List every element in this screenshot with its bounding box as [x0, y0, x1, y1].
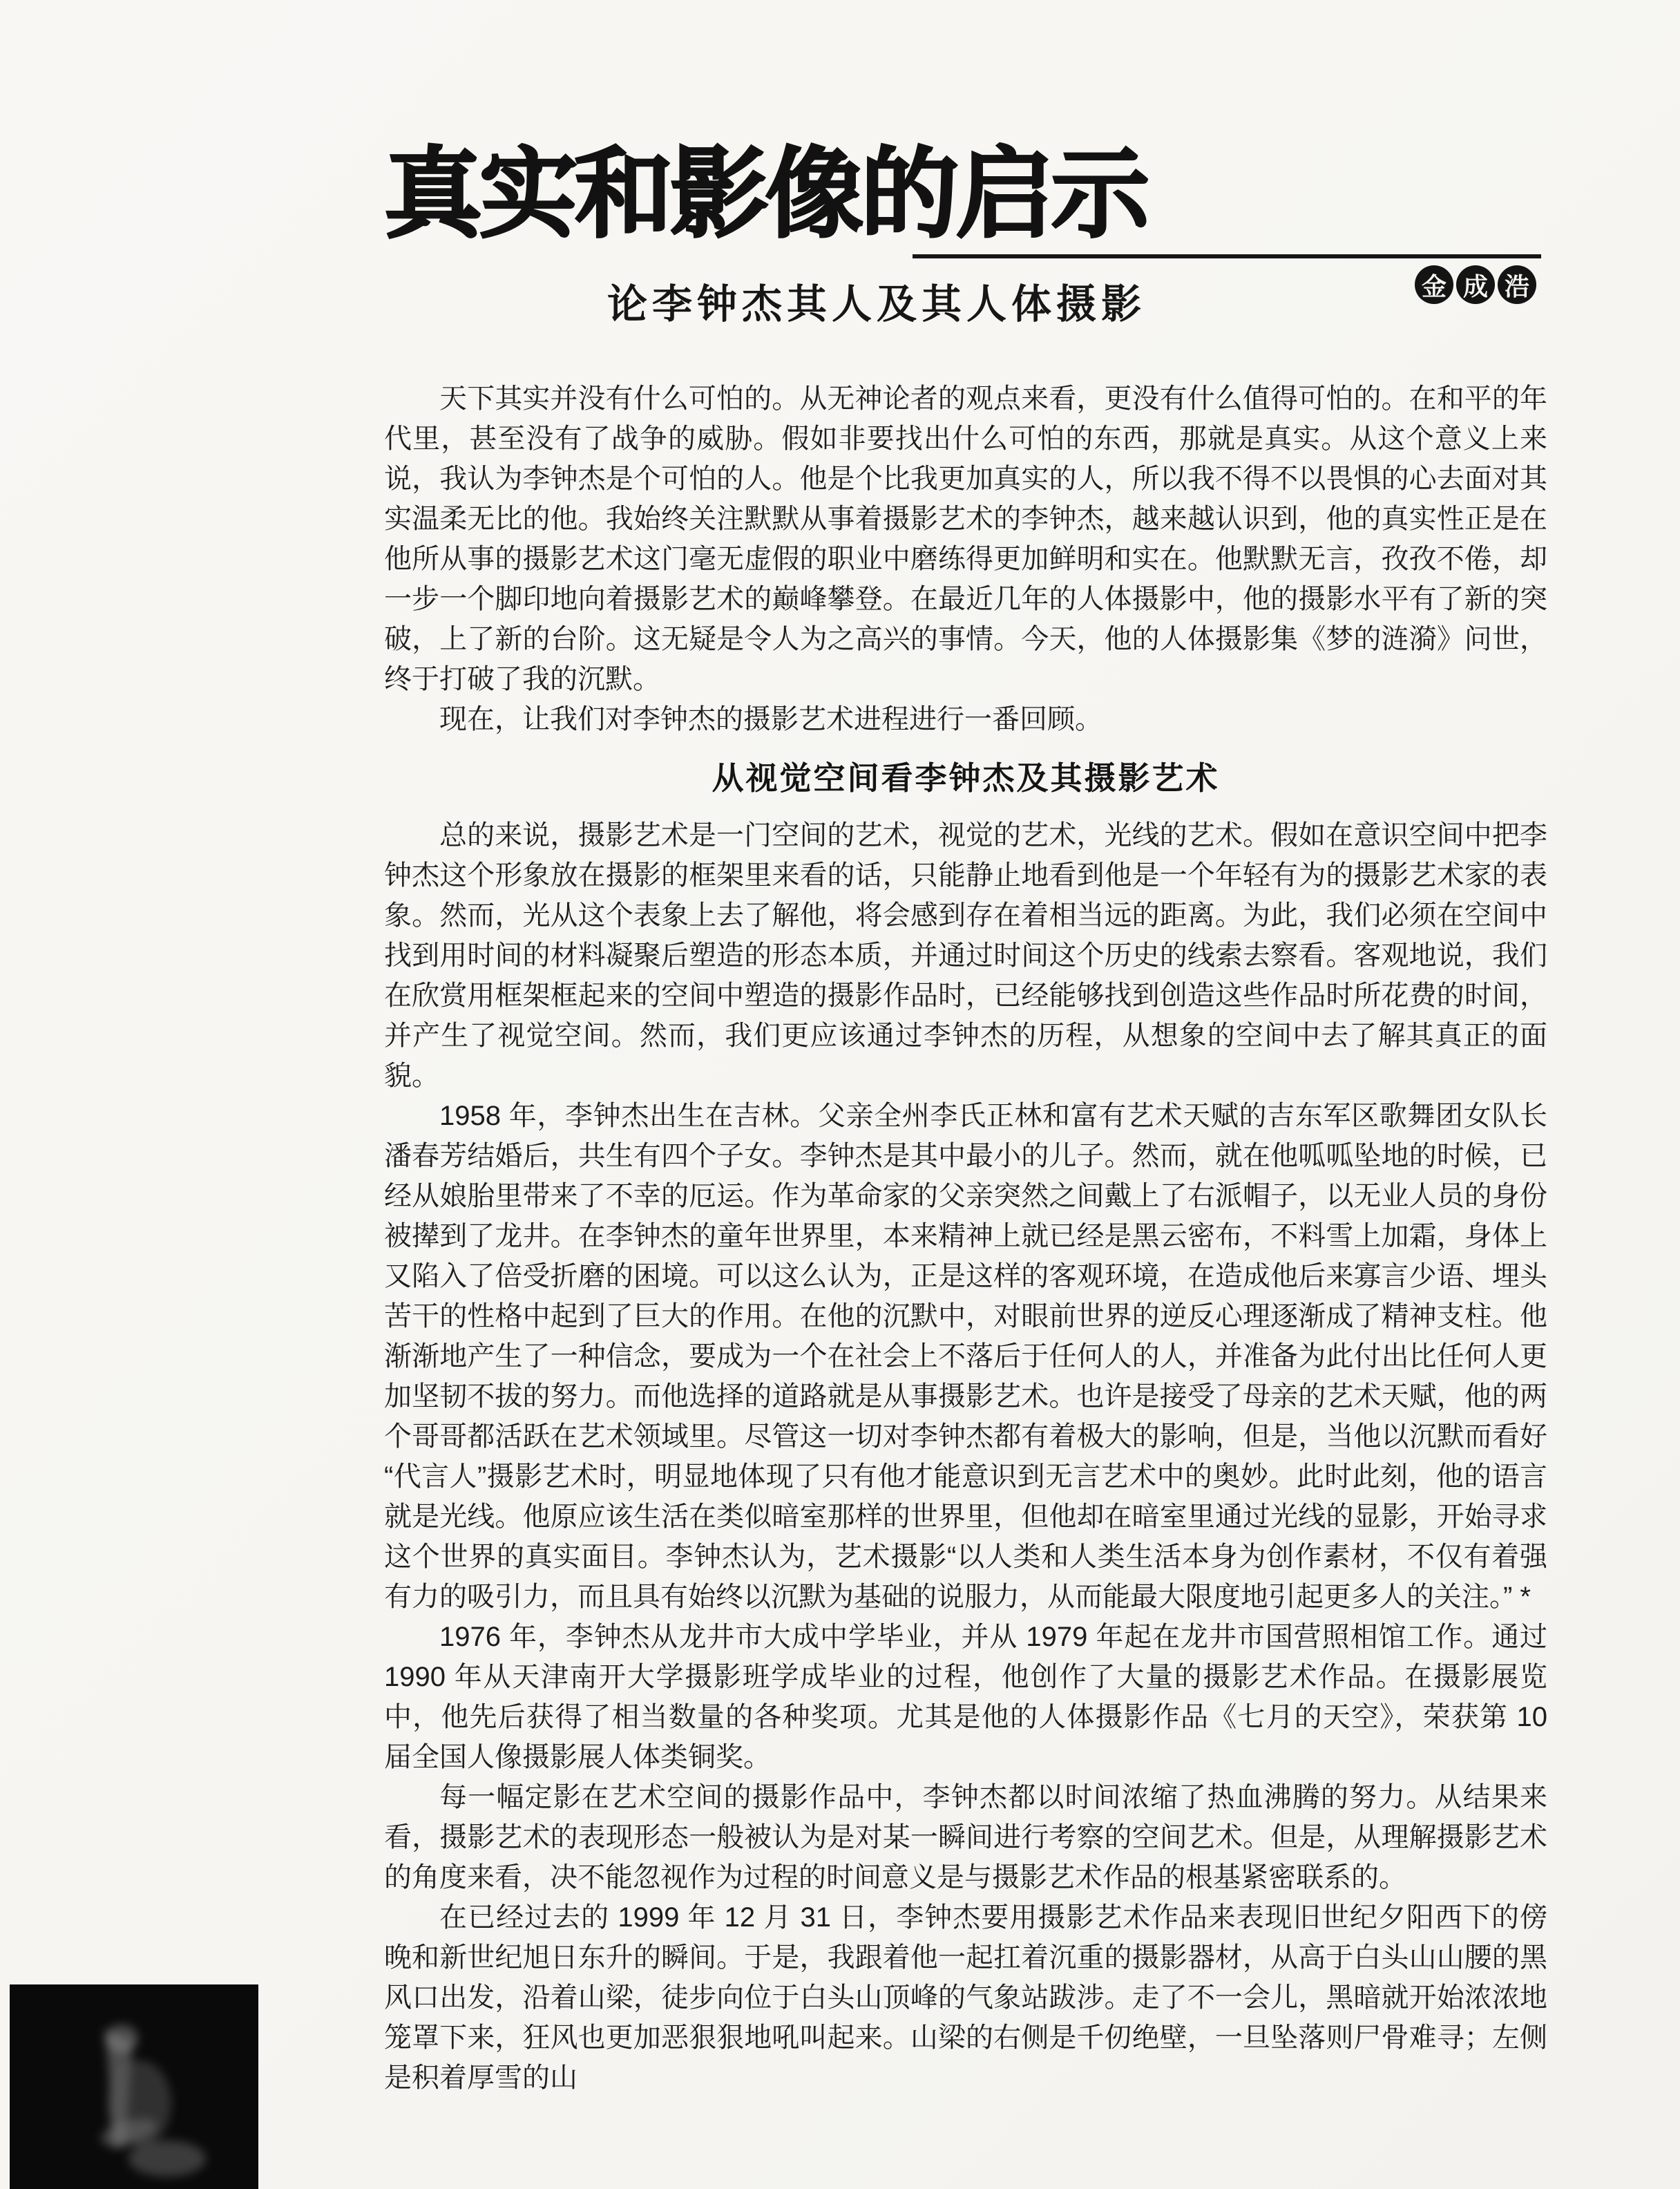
- article-body: [384, 379, 1547, 2098]
- paragraph: 每一幅定影在艺术空间的摄影作品中，李钟杰都以时间浓缩了热血沸腾的努力。从结果来看，摄影艺术的表现形态一般被认为是对某一瞬间进行考察的空间艺术。但是，从理解摄影艺术的角度来看，决不能忽视作为过程的时间意义是与摄影艺术作品的根基紧密联系的。: [384, 1782, 1547, 1893]
- paragraph: 在已经过去的 1999 年 12 月 31 日，李钟杰要用摄影艺术作品来表现旧世纪夕阳西下的傍晚和新世纪旭日东升的瞬间。于是，我跟着他一起扛着沉重的摄影器材，从高于白头山山腰的黑风口出发，沿着山梁，徒步向位于白头山顶峰的气象站跋涉。走了不一会儿，黑暗就开始浓浓地笼罩下来，狂风也更加恶狠狠地吼叫起来。山梁的右侧是千仞绝壁，一旦坠落则尸骨难寻；左侧是积着厚雪的山: [384, 1902, 1547, 2093]
- page-title: 真实和影像的启示: [384, 140, 1147, 249]
- paragraph: 现在，让我们对李钟杰的摄影艺术进程进行一番回顾。: [439, 704, 1102, 735]
- article-subtitle: 论李钟杰其人及其人体摄影: [607, 281, 1147, 328]
- author-seal-char: 成: [1456, 265, 1495, 304]
- title-underline: [913, 254, 1541, 258]
- author-seal: [1415, 265, 1536, 304]
- paragraph: 1958 年，李钟杰出生在吉林。父亲全州李氏正林和富有艺术天赋的吉东军区歌舞团女队长潘春芳结婚后，共生有四个子女。李钟杰是其中最小的儿子。然而，就在他呱呱坠地的时候，已经从娘胎里带来了不幸的厄运。作为革命家的父亲突然之间戴上了右派帽子，以无业人员的身份被撵到了龙井。在李钟杰的童年世界里，本来精神上就已经是黑云密布，不料雪上加霜，身体上又陷入了倍受折磨的困境。可以这么认为，正是这样的客观环境，在造成他后来寡言少语、埋头苦干的性格中起到了巨大的作用。在他的沉默中，对眼前世界的逆反心理逐渐成了精神支柱。他渐渐地产生了一种信念，要成为一个在社会上不落后于任何人的人，并准备为此付出比任何人更加坚韧不拔的努力。而他选择的道路就是从事摄影艺术。也许是接受了母亲的艺术天赋，他的两个哥哥都活跃在艺术领域里。尽管这一切对李钟杰都有着极大的影响，但是，当他以沉默而看好“代言人”摄影艺术时，明显地体现了只有他才能意识到无言艺术中的奥妙。此时此刻，他的语言就是光线。他原应该生活在类似暗室那样的世界里，但他却在暗室里通过光线的显影，开始寻求这个世界的真实面目。李钟杰认为，艺术摄影“以人类和人类生活本身为创作素材，不仅有着强有力的吸引力，而且具有始终以沉默为基础的说服力，从而能最大限度地引起更多人的关注。” *: [384, 1101, 1547, 1612]
- paragraph: 1976 年，李钟杰从龙井市大成中学毕业，并从 1979 年起在龙井市国营照相馆工作。通过 1990 年从天津南开大学摄影班学成毕业的过程，他创作了大量的摄影艺术作品。在摄影展览中，他先后获得了相当数量的各种奖项。尤其是他的人体摄影作品《七月的天空》，荣获第 10 届全国人像摄影展人体类铜奖。: [384, 1622, 1547, 1772]
- paragraph: 天下其实并没有什么可怕的。从无神论者的观点来看，更没有什么值得可怕的。在和平的年代里，甚至没有了战争的威胁。假如非要找出什么可怕的东西，那就是真实。从这个意义上来说，我认为李钟杰是个可怕的人。他是个比我更加真实的人，所以我不得不以畏惧的心去面对其实温柔无比的他。我始终关注默默从事着摄影艺术的李钟杰，越来越认识到，他的真实性正是在他所从事的摄影艺术这门毫无虚假的职业中磨练得更加鲜明和实在。他默默无言，孜孜不倦，却一步一个脚印地向着摄影艺术的巅峰攀登。在最近几年的人体摄影中，他的摄影水平有了新的突破，上了新的台阶。这无疑是令人为之高兴的事情。今天，他的人体摄影集《梦的涟漪》问世，终于打破了我的沉默。: [384, 383, 1547, 694]
- bw-nude-photo-art: [10, 1984, 258, 2189]
- author-seal-char: 金: [1415, 265, 1453, 304]
- bw-nude-photo: [10, 1984, 258, 2189]
- author-seal-char: 浩: [1498, 265, 1536, 304]
- section-heading: 从视觉空间看李钟杰及其摄影艺术: [712, 760, 1220, 796]
- paragraph: 总的来说，摄影艺术是一门空间的艺术，视觉的艺术，光线的艺术。假如在意识空间中把李钟杰这个形象放在摄影的框架里来看的话，只能静止地看到他是一个年轻有为的摄影艺术家的表象。然而，光从这个表象上去了解他，将会感到存在着相当远的距离。为此，我们必须在空间中找到用时间的材料凝聚后塑造的形态本质，并通过时间这个历史的线索去察看。客观地说，我们在欣赏用框架框起来的空间中塑造的摄影作品时，已经能够找到创造这些作品时所花费的时间，并产生了视觉空间。然而，我们更应该通过李钟杰的历程，从想象的空间中去了解其真正的面貌。: [384, 820, 1547, 1091]
